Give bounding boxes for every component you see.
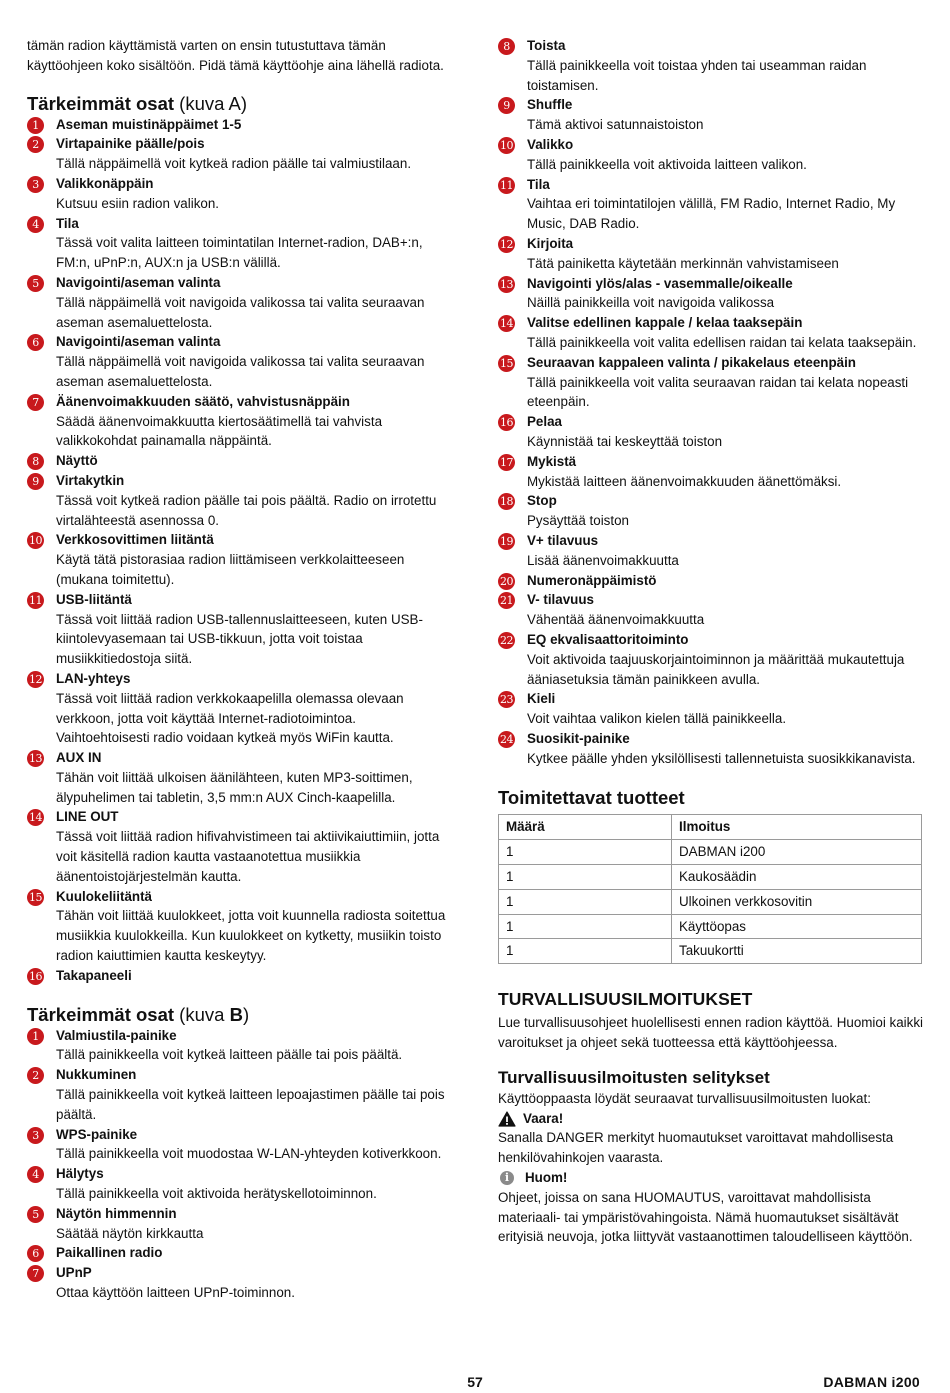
item-cell: Takuukortti xyxy=(672,939,922,964)
item-number-badge: 14 xyxy=(500,317,513,331)
list-item xyxy=(27,1125,452,1165)
item-description: Tällä painikkeella voit valita edellisen raidan tai kelata taaksepäin. xyxy=(527,334,917,350)
item-title: Takapaneeli xyxy=(56,967,132,983)
list-item xyxy=(27,392,452,451)
item-number-badge: 20 xyxy=(500,574,513,588)
item-title: WPS-painike xyxy=(56,1126,138,1142)
note-text: Ohjeet, joissa on sana HUOMAUTUS, varoittavat mahdollisista materiaali- tai ympäristövahingoista. Nämä huomautukset sisältävät erityisiä neuvoja, jotka liittyvät vastaanottimen taloudelliseen käyttöön. xyxy=(498,1189,913,1245)
list-item xyxy=(27,332,452,391)
quantity-cell: 1 xyxy=(499,914,672,939)
item-title: Valikkonäppäin xyxy=(56,175,154,191)
item-number-badge: 5 xyxy=(27,1206,44,1223)
item-number-badge: 12 xyxy=(29,672,42,686)
item-number-badge: 8 xyxy=(27,453,44,470)
list-item xyxy=(27,115,452,135)
safety-explanations-title: Turvallisuusilmoitusten selitykset xyxy=(498,1067,770,1087)
item-title: EQ ekvalisaattoritoiminto xyxy=(527,631,689,647)
list-item xyxy=(27,451,452,471)
item-description: Vaihtaa eri toimintatilojen välillä, FM Radio, Internet Radio, My Music, DAB Radio. xyxy=(527,196,896,232)
item-number-badge: 15 xyxy=(29,890,42,904)
list-item xyxy=(498,412,924,452)
item-number-badge: 9 xyxy=(27,473,44,490)
list-item xyxy=(27,1263,452,1303)
item-title: Verkkosovittimen liitäntä xyxy=(56,532,214,548)
supplied-table xyxy=(498,814,922,964)
item-number-badge: 19 xyxy=(500,534,513,548)
item-cell: Käyttöopas xyxy=(672,914,922,939)
item-description: Tässä voit liittää radion USB-tallennuslaitteeseen, kuten USB-kiintolevyasemaan tai USB-tikkuun, jotta voit toistaa musiikkitiedostoja siitä. xyxy=(56,611,423,667)
list-item xyxy=(27,669,452,748)
list-item xyxy=(498,95,924,135)
table-header-quantity: Määrä xyxy=(499,815,672,840)
list-item xyxy=(27,530,452,589)
list-item xyxy=(498,571,924,591)
right-column xyxy=(498,36,924,1247)
item-number-badge: 16 xyxy=(29,969,42,983)
list-item xyxy=(498,689,924,729)
item-number-badge: 11 xyxy=(29,593,42,607)
item-number-badge: 23 xyxy=(500,693,513,707)
item-number-badge: 4 xyxy=(27,1166,44,1183)
intro-paragraph: tämän radion käyttämistä varten on ensin tutustuttava tämän käyttöohjeen koko sisältöön. Pidä tämä käyttöohje aina lähellä radiota. xyxy=(27,38,444,73)
item-number-badge: 9 xyxy=(498,97,515,114)
item-description: Tässä voit liittää radion verkkokaapelilla olemassa olevaan verkkoon, jotta voit käyttää Internet-radiotoimintoa. Vaihtoehtoisesti radio voidaan kytkeä myös WiFin kautta. xyxy=(56,690,404,746)
info-circle-icon: i xyxy=(500,1171,514,1185)
safety-text: Lue turvallisuusohjeet huolellisesti ennen radion käyttöä. Huomioi kaikki varoitukset ja ohjeet sekä tuotteessa että käyttöohjeessa. xyxy=(498,1015,924,1051)
quantity-cell: 1 xyxy=(499,840,672,865)
quantity-cell: 1 xyxy=(499,865,672,890)
list-item xyxy=(27,748,452,807)
safety-explanations-intro: Käyttöoppaasta löydät seuraavat turvallisuusilmoitusten luokat: xyxy=(498,1090,871,1106)
item-number-badge: 6 xyxy=(27,1245,44,1262)
item-title: Nukkuminen xyxy=(56,1067,137,1083)
item-title: Paikallinen radio xyxy=(56,1245,163,1261)
section-b-title: Tärkeimmät osat (kuva B) xyxy=(27,1003,250,1025)
item-title: Pelaa xyxy=(527,414,562,430)
item-title: Valmiustila-painike xyxy=(56,1027,177,1043)
item-number-badge: 10 xyxy=(500,138,513,152)
list-item xyxy=(498,353,924,412)
item-description: Tätä painiketta käytetään merkinnän vahvistamiseen xyxy=(527,255,839,271)
list-item xyxy=(27,590,452,669)
item-title: Shuffle xyxy=(527,97,573,113)
list-item xyxy=(27,273,452,332)
item-number-badge: 1 xyxy=(27,1028,44,1045)
list-item xyxy=(27,134,452,174)
item-title: Navigointi ylös/alas - vasemmalle/oikealle xyxy=(527,275,793,291)
item-title: Tila xyxy=(527,176,550,192)
list-item xyxy=(498,274,924,314)
list-item xyxy=(498,491,924,531)
item-title: Kirjoita xyxy=(527,235,574,251)
list-item xyxy=(498,313,924,353)
item-number-badge: 17 xyxy=(500,455,513,469)
item-description: Voit vaihtaa valikon kielen tällä painikkeella. xyxy=(527,711,787,727)
item-description: Säädä äänenvoimakkuutta kiertosäätimellä tai vahvista valikkokohdat painamalla näppäintä. xyxy=(56,413,383,449)
item-number-badge: 24 xyxy=(500,732,513,746)
item-description: Tällä painikkeella voit kytkeä laitteen lepoajastimen päälle tai pois päältä. xyxy=(56,1087,445,1122)
item-description: Tällä painikkeella voit kytkeä laitteen päälle tai pois päältä. xyxy=(56,1047,403,1063)
item-description: Tähän voit liittää ulkoisen äänilähteen, kuten MP3-soittimen, älypuhelimen tai tabletin, 3,5 mm:n AUX Cinch-kaapelilla. xyxy=(56,769,413,805)
section-a-list xyxy=(27,115,452,986)
safety-title: TURVALLISUUSILMOITUKSET xyxy=(498,989,753,1010)
item-title: Suosikit-painike xyxy=(527,730,630,746)
list-item xyxy=(27,174,452,214)
list-item xyxy=(27,1243,452,1263)
item-title: LINE OUT xyxy=(56,809,119,825)
quantity-cell: 1 xyxy=(499,939,672,964)
item-title: UPnP xyxy=(56,1265,92,1281)
table-row xyxy=(499,865,922,890)
list-item xyxy=(27,471,452,530)
item-title: Stop xyxy=(527,493,557,509)
page-number: 57 xyxy=(467,1374,483,1390)
item-title: Kuulokeliitäntä xyxy=(56,888,152,904)
item-number-badge: 16 xyxy=(500,416,513,430)
item-number-badge: 7 xyxy=(27,394,44,411)
item-description: Ottaa käyttöön laitteen UPnP-toiminnon. xyxy=(56,1285,295,1301)
item-title: Aseman muistinäppäimet 1-5 xyxy=(56,116,242,132)
item-title: Hälytys xyxy=(56,1166,104,1182)
item-description: Kutsuu esiin radion valikon. xyxy=(56,195,220,211)
item-number-badge: 8 xyxy=(498,38,515,55)
item-title: LAN-yhteys xyxy=(56,670,131,686)
warning-text: Sanalla DANGER merkityt huomautukset varoittavat mahdollisesta henkilövahinkojen vaarasta. xyxy=(498,1130,894,1166)
item-number-badge: 5 xyxy=(27,275,44,292)
item-number-badge: 13 xyxy=(500,277,513,291)
item-title: Kieli xyxy=(527,691,556,707)
item-title: USB-liitäntä xyxy=(56,591,132,607)
list-item xyxy=(498,729,924,769)
item-number-badge: 10 xyxy=(29,534,42,548)
item-title: Navigointi/aseman valinta xyxy=(56,274,221,290)
list-item xyxy=(27,1164,452,1204)
item-cell: Kaukosäädin xyxy=(672,865,922,890)
item-description: Tässä voit valita laitteen toimintatilan Internet-radion, DAB+:n, FM:n, uPnP:n, AUX:n ja USB:n välillä. xyxy=(56,235,423,271)
item-description: Kytkee päälle yhden yksilöllisesti tallennetuista suosikkikanavista. xyxy=(527,750,916,766)
item-title: Äänenvoimakkuuden säätö, vahvistusnäppäin xyxy=(56,393,350,409)
item-number-badge: 4 xyxy=(27,216,44,233)
item-description: Tällä näppäimellä voit navigoida valikossa tai valita seuraavan aseman asemaluettelosta. xyxy=(56,294,425,330)
left-column xyxy=(27,36,452,1303)
note-row xyxy=(498,1168,924,1188)
item-description: Säätää näytön kirkkautta xyxy=(56,1225,204,1241)
item-description: Lisää äänenvoimakkuutta xyxy=(527,552,679,568)
item-description: Tässä voit kytkeä radion päälle tai pois päältä. Radio on irrotettu virtalähteestä asennossa 0. xyxy=(56,492,437,528)
item-title: Toista xyxy=(527,38,566,53)
item-title: Seuraavan kappaleen valinta / pikakelaus eteenpäin xyxy=(527,354,856,370)
item-title: Valitse edellinen kappale / kelaa taaksepäin xyxy=(527,315,803,331)
table-row xyxy=(499,840,922,865)
list-item xyxy=(498,531,924,571)
supplied-title: Toimitettavat tuotteet xyxy=(498,787,685,809)
warning-label: Vaara! xyxy=(523,1110,564,1126)
item-title: Mykistä xyxy=(527,453,577,469)
item-title: Tila xyxy=(56,215,79,231)
list-item xyxy=(27,966,452,986)
item-title: Virtapainike päälle/pois xyxy=(56,136,205,152)
item-description: Pysäyttää toiston xyxy=(527,513,629,529)
item-number-badge: 6 xyxy=(27,334,44,351)
list-item xyxy=(27,807,452,886)
item-number-badge: 14 xyxy=(29,811,42,825)
list-item xyxy=(27,1026,452,1066)
item-number-badge: 18 xyxy=(500,495,513,509)
item-description: Tämä aktivoi satunnaistoiston xyxy=(527,117,704,133)
item-title: V+ tilavuus xyxy=(527,532,599,548)
list-item xyxy=(27,1065,452,1124)
section-a-title: Tärkeimmät osat (kuva A) xyxy=(27,92,248,114)
item-description: Tällä näppäimellä voit kytkeä radion päälle tai valmiustilaan. xyxy=(56,156,412,172)
item-description: Tällä painikkeella voit toistaa yhden tai useamman raidan toistamisen. xyxy=(527,57,867,93)
quantity-cell: 1 xyxy=(499,889,672,914)
item-description: Voit aktivoida taajuuskorjaintoiminnon ja määrittää mukautettuja ääniasetuksia tämän painikkeen avulla. xyxy=(527,651,905,687)
item-number-badge: 1 xyxy=(27,117,44,134)
item-description: Käytä tätä pistorasiaa radion liittämiseen verkkolaitteeseen (mukana toimitettu). xyxy=(56,552,405,587)
item-cell: Ulkoinen verkkosovitin xyxy=(672,889,922,914)
item-number-badge: 3 xyxy=(27,176,44,193)
item-description: Tähän voit liittää kuulokkeet, jotta voit kuunnella radiosta soitettua musiikkia kuulokkeilla. Kun kuulokkeet on kytketty, musiikin toisto radion kaiuttimien kautta keskeytyy. xyxy=(56,908,446,964)
warning-triangle-icon xyxy=(498,1111,516,1127)
list-item xyxy=(498,452,924,492)
item-title: Näytön himmennin xyxy=(56,1205,177,1221)
list-item xyxy=(498,630,924,689)
list-item xyxy=(498,590,924,630)
item-title: Numeronäppäimistö xyxy=(527,572,657,588)
table-row xyxy=(499,889,922,914)
list-item xyxy=(27,887,452,966)
list-item xyxy=(498,135,924,175)
table-row xyxy=(499,914,922,939)
item-description: Tällä painikkeella voit aktivoida herätyskellotoiminnon. xyxy=(56,1186,377,1202)
item-description: Tällä painikkeella voit aktivoida laitteen valikon. xyxy=(527,156,807,172)
item-number-badge: 11 xyxy=(500,178,513,192)
table-header-item: Ilmoitus xyxy=(672,815,922,840)
list-item xyxy=(498,234,924,274)
item-number-badge: 12 xyxy=(500,237,513,251)
item-number-badge: 15 xyxy=(500,356,513,370)
item-description: Tällä näppäimellä voit navigoida valikossa tai valita seuraavan aseman asemaluettelosta. xyxy=(56,354,425,389)
item-cell: DABMAN i200 xyxy=(672,840,922,865)
item-title: Virtakytkin xyxy=(56,472,125,488)
item-title: Näyttö xyxy=(56,453,98,469)
table-header-row xyxy=(499,815,922,840)
warning-row xyxy=(498,1109,924,1129)
item-number-badge: 7 xyxy=(27,1265,44,1282)
table-row xyxy=(499,939,922,964)
list-item xyxy=(27,214,452,273)
item-number-badge: 22 xyxy=(500,633,513,647)
item-description: Mykistää laitteen äänenvoimakkuuden äänettömäksi. xyxy=(527,473,842,489)
item-number-badge: 2 xyxy=(27,1067,44,1084)
item-number-badge: 2 xyxy=(27,136,44,153)
note-label: Huom! xyxy=(525,1170,568,1186)
item-description: Käynnistää tai keskeyttää toiston xyxy=(527,433,723,449)
item-description: Tällä painikkeella voit valita seuraavan raidan tai kelata nopeasti eteenpäin. xyxy=(527,374,909,410)
item-number-badge: 21 xyxy=(500,594,513,608)
item-description: Tässä voit liittää radion hifivahvistimeen tai aktiivikaiuttimiin, jotta voit käsitellä radion kautta vastaanotettua musiikkia äänentoistojärjestelmän kautta. xyxy=(56,829,440,884)
item-number-badge: 3 xyxy=(27,1127,44,1144)
item-description: Vähentää äänenvoimakkuutta xyxy=(527,612,705,628)
list-item xyxy=(27,1204,452,1244)
item-title: Valikko xyxy=(527,136,574,152)
section-b-list xyxy=(27,1026,452,1303)
item-description: Näillä painikkeilla voit navigoida valikossa xyxy=(527,295,775,311)
item-number-badge: 13 xyxy=(29,752,42,766)
item-title: Navigointi/aseman valinta xyxy=(56,334,221,350)
item-title: V- tilavuus xyxy=(527,592,594,608)
section-b-list-continued xyxy=(498,36,924,768)
item-description: Tällä painikkeella voit muodostaa W-LAN-yhteyden kotiverkkoon. xyxy=(56,1146,442,1162)
list-item xyxy=(498,36,924,95)
list-item xyxy=(498,175,924,234)
footer-brand: DABMAN i200 xyxy=(823,1374,920,1390)
item-title: AUX IN xyxy=(56,750,102,766)
